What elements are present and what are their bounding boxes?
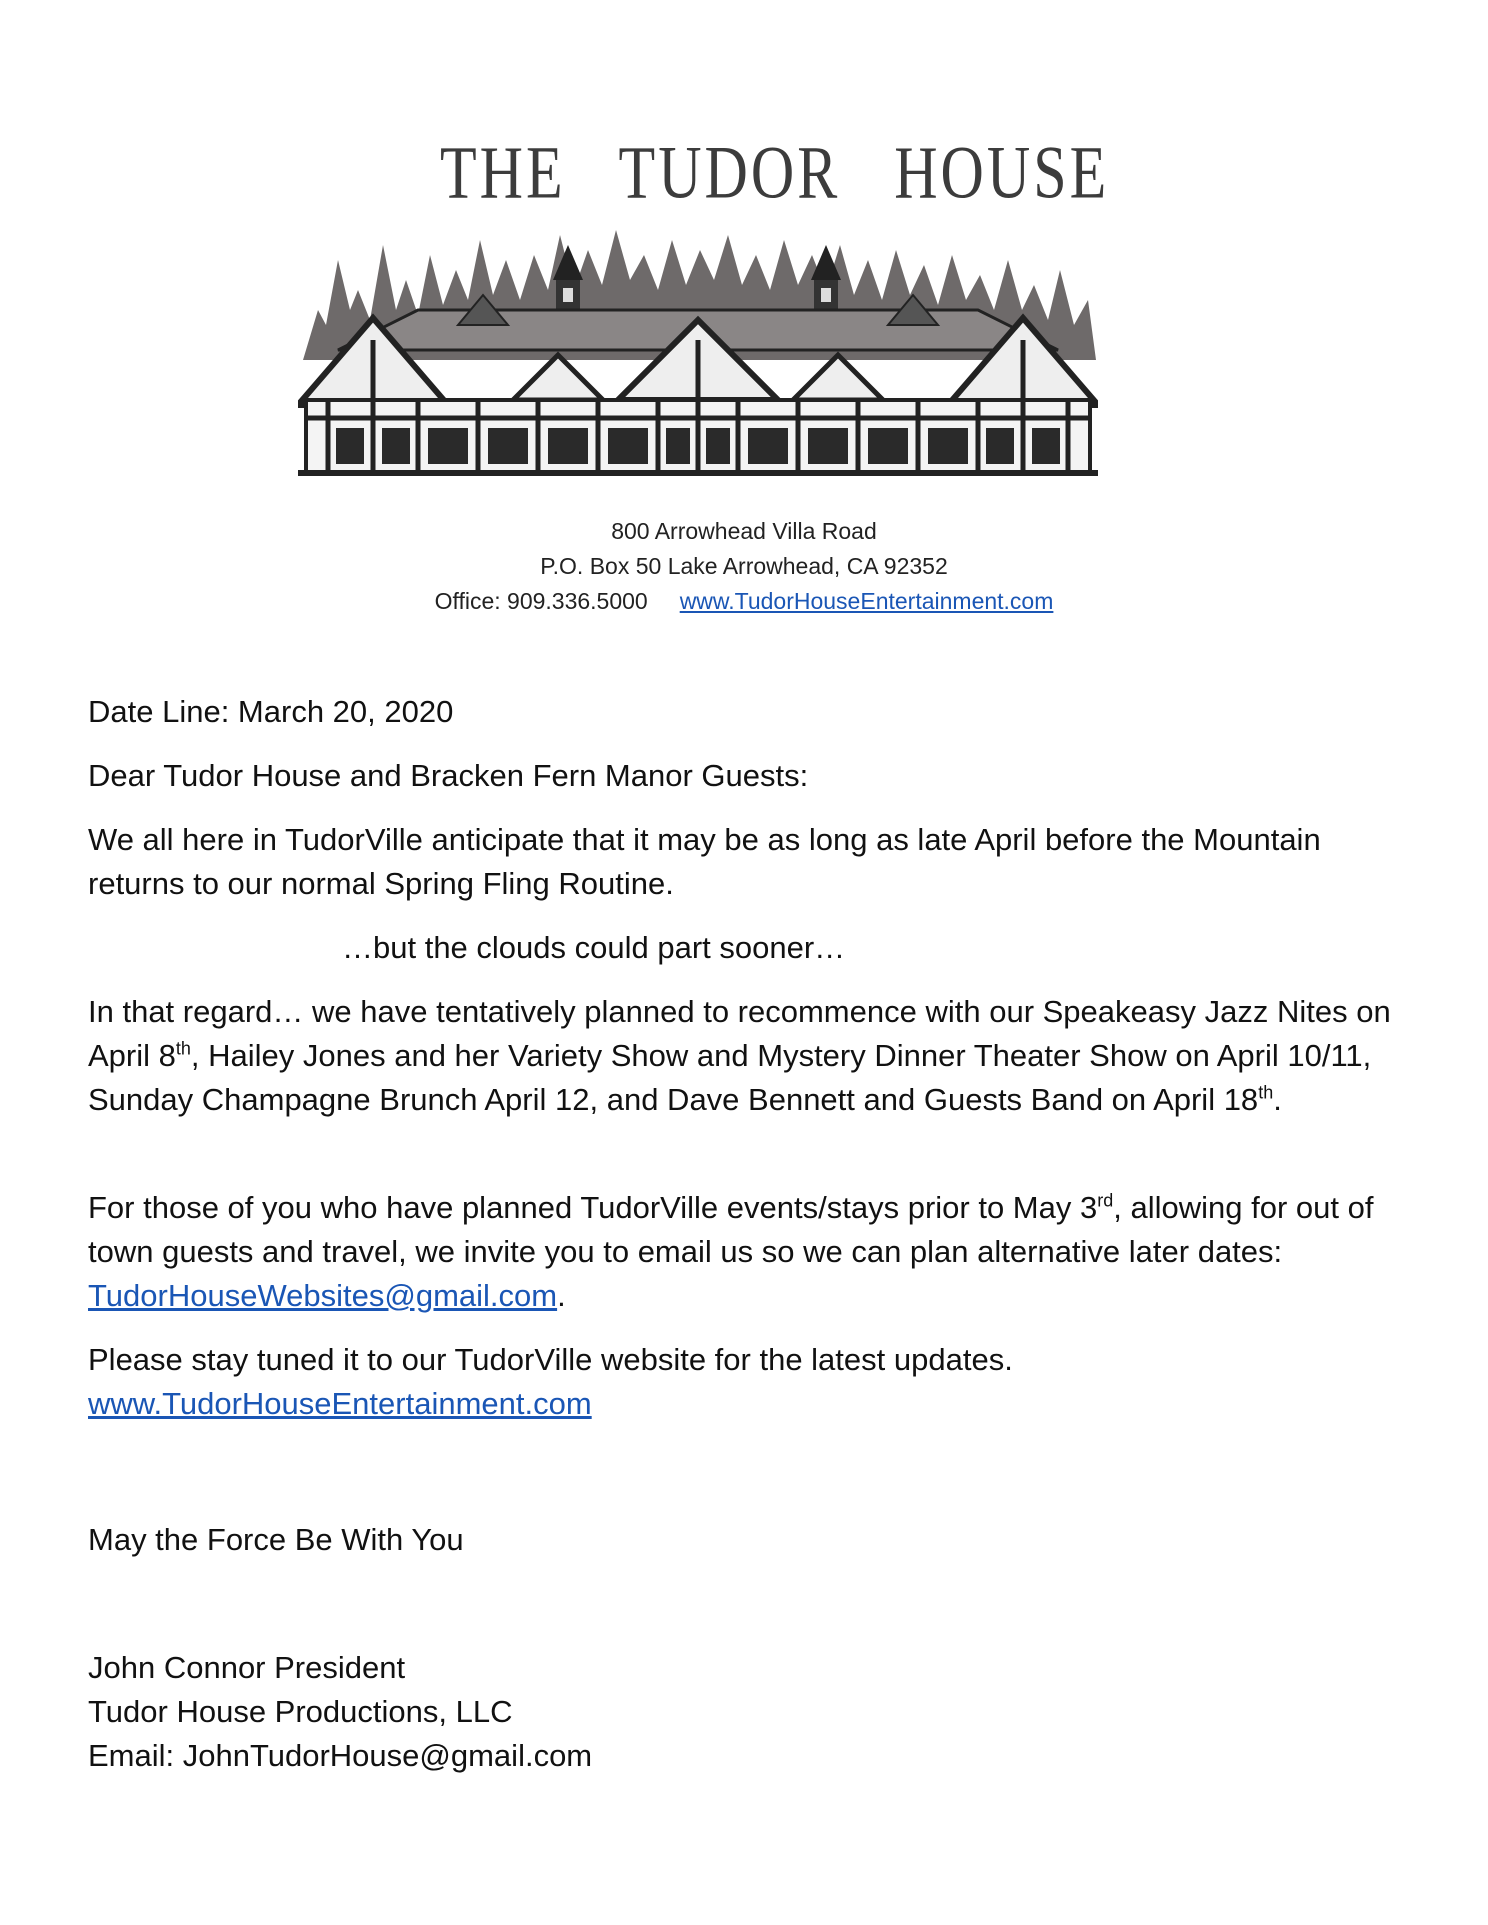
events-text-b: , Hailey Jones and her Variety Show and Mystery Dinner Theater Show on April 10/11, Sunday Champagne Brunch April 12, and Dave Bennett and Guests Band on April 18: [88, 1038, 1372, 1117]
signature-name: John Connor President: [88, 1650, 406, 1685]
reschedule-text-a: For those of you who have planned TudorVille events/stays prior to May 3: [88, 1190, 1098, 1225]
address-line-2: P.O. Box 50 Lake Arrowhead, CA 92352: [540, 553, 948, 579]
logo-title: THE TUDOR HOUSE: [440, 131, 1110, 214]
events-sup-2: th: [1258, 1082, 1274, 1103]
reschedule-sup: rd: [1097, 1190, 1114, 1211]
date-line: Date Line: March 20, 2020: [88, 694, 454, 729]
signature-company: Tudor House Productions, LLC: [88, 1694, 513, 1729]
closing: May the Force Be With You: [88, 1522, 464, 1557]
salutation: Dear Tudor House and Bracken Fern Manor Guests:: [88, 758, 809, 793]
website-link[interactable]: www.TudorHouseEntertainment.com: [679, 588, 1054, 614]
paragraph-anticipation: We all here in TudorVille anticipate that it may be as long as late April before the Mountain returns to our normal Spring Fling Routine.: [88, 822, 1321, 901]
office-phone: Office: 909.336.5000: [434, 588, 648, 614]
paragraph-clouds: …but the clouds could part sooner…: [342, 930, 846, 965]
email-link[interactable]: TudorHouseWebsites@gmail.com: [88, 1278, 558, 1313]
paragraph-stay-tuned: Please stay tuned it to our TudorVille website for the latest updates.: [88, 1342, 1013, 1377]
tudor-house-logo-illustration: [298, 200, 1098, 480]
events-text-c: .: [1273, 1082, 1282, 1117]
website-link-body[interactable]: www.TudorHouseEntertainment.com: [88, 1386, 592, 1421]
paragraph-events: [88, 990, 1418, 1122]
website-link-body-wrap: [88, 1382, 1418, 1426]
address-line-1: 800 Arrowhead Villa Road: [611, 518, 877, 544]
reschedule-text-b: , allowing for out of town guests and travel, we invite you to email us so we can plan alternative later dates:: [88, 1190, 1374, 1269]
reschedule-text-c: .: [557, 1278, 566, 1313]
events-sup-1: th: [175, 1038, 191, 1059]
paragraph-reschedule: [88, 1186, 1418, 1318]
office-line: [0, 588, 1488, 615]
events-text-a: In that regard… we have tentatively planned to recommence with our Speakeasy Jazz Nites on April 8: [88, 994, 1391, 1073]
signature-email: Email: JohnTudorHouse@gmail.com: [88, 1738, 593, 1773]
